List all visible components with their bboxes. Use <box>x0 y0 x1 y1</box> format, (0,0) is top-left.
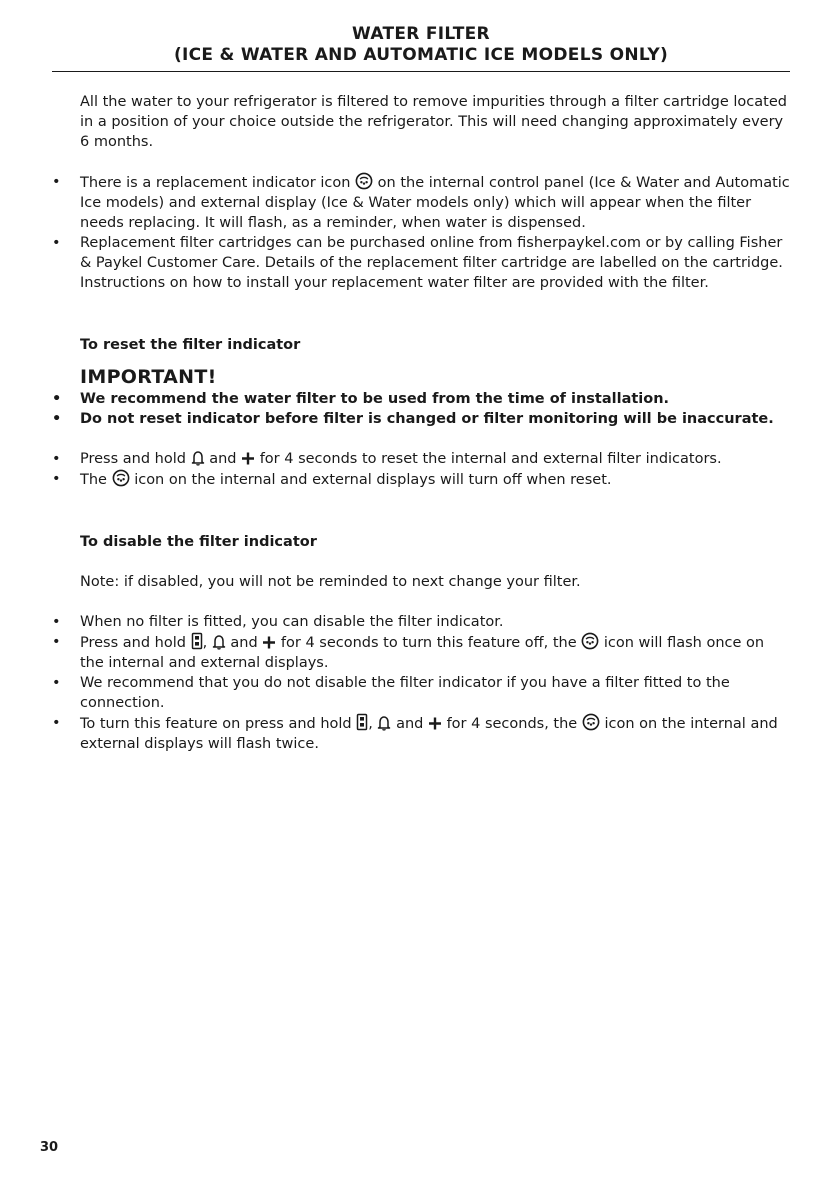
disable-heading: To disable the filter indicator <box>80 534 317 550</box>
bell-icon <box>377 715 391 731</box>
list-item: • We recommend the water filter to be used from the time of installation. <box>80 389 790 409</box>
header-divider <box>52 71 790 72</box>
filter-replacement-icon <box>581 632 599 650</box>
list-item: • There is a replacement indicator icon on the internal control panel (Ice & Water and Automatic Ice models) and external display (Ice & Water models only) which will appear when the filter needs replacing. It will flash, as a reminder, when water is dispensed. <box>80 172 790 233</box>
list-item: • Replacement filter cartridges can be purchased online from fisherpaykel.com or by calling Fisher & Paykel Customer Care. Details of the replacement filter cartridge are labelled on the cartridge. Instructions on how to install your replacement water filter are provided with the filter. <box>80 233 790 293</box>
page-number: 30 <box>40 1140 59 1155</box>
disable-note: Note: if disabled, you will not be reminded to next change your filter. <box>80 574 581 590</box>
important-list <box>80 389 790 429</box>
page-header <box>52 24 790 66</box>
intro-paragraph: All the water to your refrigerator is filtered to remove impurities through a filter cartridge located in a position of your choice outside the refrigerator. This will need changing approximately every 6 months. <box>80 94 787 150</box>
list-item: • The icon on the internal and external displays will turn off when reset. <box>80 469 790 490</box>
bell-icon <box>191 450 205 466</box>
plus-icon <box>262 634 276 650</box>
plus-icon <box>428 715 442 731</box>
door-panel-icon <box>356 713 368 731</box>
important-label: IMPORTANT! <box>80 366 217 388</box>
filter-replacement-icon <box>355 172 373 190</box>
filter-replacement-icon <box>582 713 600 731</box>
page-subtitle: (ICE & WATER AND AUTOMATIC ICE MODELS ONLY) <box>173 45 669 65</box>
list-item: • Press and hold and for 4 seconds to reset the internal and external filter indicators. <box>80 449 790 469</box>
disable-steps <box>80 612 790 754</box>
bell-icon <box>212 634 226 650</box>
filter-replacement-icon <box>112 469 130 487</box>
page-title: WATER FILTER <box>352 24 490 44</box>
list-item: • Press and hold , and for 4 seconds to turn this feature off, the icon will flash once on the internal and external displays. <box>80 632 790 673</box>
reset-steps <box>80 449 790 490</box>
main-content <box>80 92 790 754</box>
list-item: • Do not reset indicator before filter is changed or filter monitoring will be inaccurate. <box>80 409 790 429</box>
info-list <box>80 172 790 293</box>
list-item: • We recommend that you do not disable the filter indicator if you have a filter fitted to the connection. <box>80 673 790 713</box>
list-item: • To turn this feature on press and hold , and for 4 seconds, the icon on the internal and external displays will flash twice. <box>80 713 790 754</box>
reset-heading: To reset the filter indicator <box>80 337 301 353</box>
door-panel-icon <box>191 632 203 650</box>
list-item: • When no filter is fitted, you can disable the filter indicator. <box>80 612 790 632</box>
plus-icon <box>241 450 255 466</box>
